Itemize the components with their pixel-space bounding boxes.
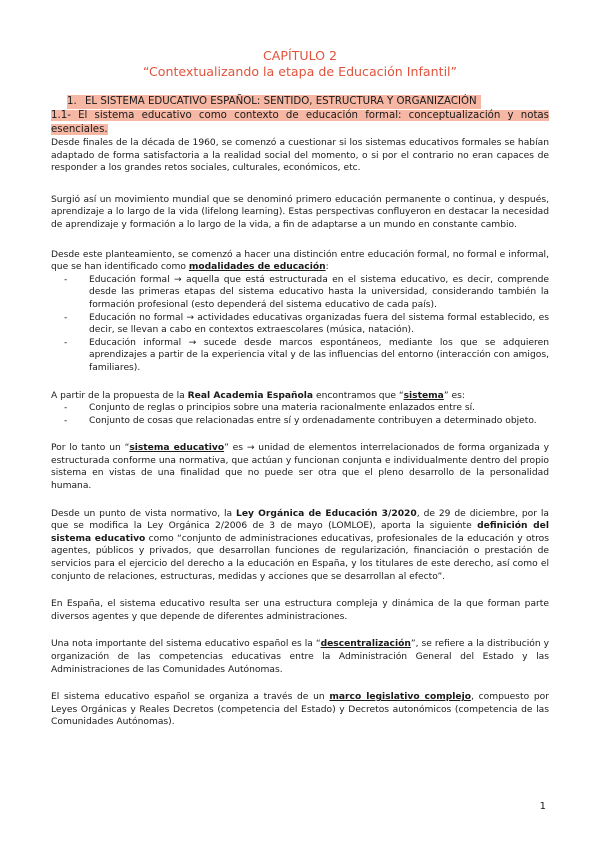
section-1-1-title: 1.1- El sistema educativo como contexto de educación formal: conceptualización y notas esenciales. bbox=[51, 110, 549, 135]
rae-name: Real Academia Española bbox=[187, 390, 314, 401]
definition-label: definición del sistema educativo bbox=[51, 521, 549, 544]
paragraph-4-mid: encontramos que “ bbox=[313, 390, 404, 401]
paragraph-5 bbox=[51, 442, 549, 492]
paragraph-3-end: : bbox=[325, 262, 329, 273]
paragraph-4 bbox=[51, 390, 549, 403]
sistema-definitions-list bbox=[51, 402, 549, 427]
paragraph-8-text: Una nota importante del sistema educativo español es la “ bbox=[51, 639, 321, 650]
section-1-title: EL SISTEMA EDUCATIVO ESPAÑOL: SENTIDO, ESTRUCTURA Y ORGANIZACIÓN bbox=[85, 96, 477, 107]
paragraph-4-text: A partir de la propuesta de la bbox=[51, 390, 188, 401]
term-modalidades: modalidades de educación bbox=[188, 262, 326, 273]
paragraph-8-end: ”, se refiere a la distribución y organización de las competencias educativas entre la Administración General del Estado y las Administraciones de las Comunidades Autónomas. bbox=[51, 639, 549, 675]
paragraph-5-text: Por lo tanto un “ bbox=[51, 443, 130, 454]
paragraph-4-end: ” es: bbox=[443, 390, 465, 401]
paragraph-6 bbox=[51, 508, 549, 584]
paragraph-1: Desde finales de la década de 1960, se comenzó a cuestionar si los sistemas educativos formales se habían adaptado de forma satisfactoria a la realidad social del momento, o si por el contrario no eran capaces de responder a los grandes retos sociales, culturales, económicos, etc. bbox=[51, 138, 549, 174]
list-item: - Conjunto de reglas o principios sobre una materia racionalmente enlazados entre sí. bbox=[89, 402, 549, 415]
paragraph-8 bbox=[51, 638, 549, 676]
paragraph-9-text: El sistema educativo español se organiza a través de un bbox=[51, 692, 330, 703]
section-1-heading bbox=[67, 95, 481, 109]
law-name: Ley Orgánica de Educación 3/2020 bbox=[236, 508, 417, 519]
list-item: - Educación no formal → actividades educativas organizadas fuera del sistema formal establecido, es decir, se llevan a cabo en contextos extraescolares (música, natación). bbox=[89, 312, 549, 337]
section-1-1-heading bbox=[51, 109, 549, 137]
modalidades-list bbox=[51, 274, 549, 375]
paragraph-9-end: , compuesto por Leyes Orgánicas y Reales Decretos (competencia del Estado) y Decretos autonómicos (competencia de las Comunidades Autónomas). bbox=[51, 692, 550, 728]
paragraph-7: En España, el sistema educativo resulta ser una estructura compleja y dinámica de la que forman parte diversos agentes y que depende de diferentes administraciones. bbox=[51, 599, 549, 622]
list-item: - Conjunto de cosas que relacionadas entre sí y ordenadamente contribuyen a determinado objeto. bbox=[89, 415, 549, 428]
term-sistema: sistema bbox=[403, 390, 444, 401]
paragraph-5-end: ” es → unidad de elementos interrelacionados de forma organizada y estructurada conforme una normativa, que actúan y funcionan conjunta e individualmente dentro del propio sistema en vistas de una finalidad que no puede ser otra que el pleno desarrollo de la personalidad humana. bbox=[51, 443, 550, 492]
paragraph-3 bbox=[51, 249, 549, 274]
page-number: 1 bbox=[539, 801, 546, 812]
paragraph-6-mid: , de 29 de diciembre, por la que se modifica la Ley Orgánica 2/2006 de 3 de mayo (LOMLOE), aporta la siguiente bbox=[51, 508, 549, 532]
section-1-number: 1. bbox=[67, 96, 77, 107]
paragraph-6-end: como “conjunto de administraciones educativas, profesionales de la educación y otros agentes, públicos y privados, que desarrollan funciones de regularización, financiación o prestación de servicios para el ejercicio del derecho a la educación en España, y los titulares de este derecho, así como el conjunto de relaciones, estructuras, medidas y acciones que se desarrollan al efecto”. bbox=[51, 533, 550, 582]
list-item: - Educación informal → sucede desde marcos espontáneos, mediante los que se adquieren aprendizajes a partir de la experiencia vital y de las influencias del entorno (interacción con amigos, familiares). bbox=[89, 337, 549, 375]
paragraph-2: Surgió así un movimiento mundial que se denominó primero educación permanente o continua, y después, aprendizaje a lo largo de la vida (lifelong learning). Estas perspectivas confluyeron en destacar la necesidad de aprendizaje y formación a lo largo de la vida, a fin de adaptarse a un mundo en constante cambio. bbox=[51, 194, 549, 230]
chapter-heading: CAPÍTULO 2 bbox=[262, 48, 338, 63]
list-item: - Educación formal → aquella que está estructurada en el sistema educativo, es decir, comprende desde las primeras etapas del sistema educativo hasta la universidad, considerando también la formación profesional (esto dependerá del sistema educativo de cada país). bbox=[89, 274, 549, 312]
term-descentralizacion: descentralización bbox=[320, 639, 411, 650]
paragraph-3-text: Desde este planteamiento, se comenzó a hacer una distinción entre educación formal, no formal e informal, que se han identificado como bbox=[51, 249, 549, 273]
paragraph-9 bbox=[51, 691, 549, 729]
term-sistema-educativo: sistema educativo bbox=[129, 443, 225, 454]
chapter-subtitle: “Contextualizando la etapa de Educación Infantil” bbox=[142, 64, 458, 79]
paragraph-6-text: Desde un punto de vista normativo, la bbox=[51, 508, 237, 519]
term-marco-legislativo: marco legislativo complejo bbox=[329, 692, 471, 703]
